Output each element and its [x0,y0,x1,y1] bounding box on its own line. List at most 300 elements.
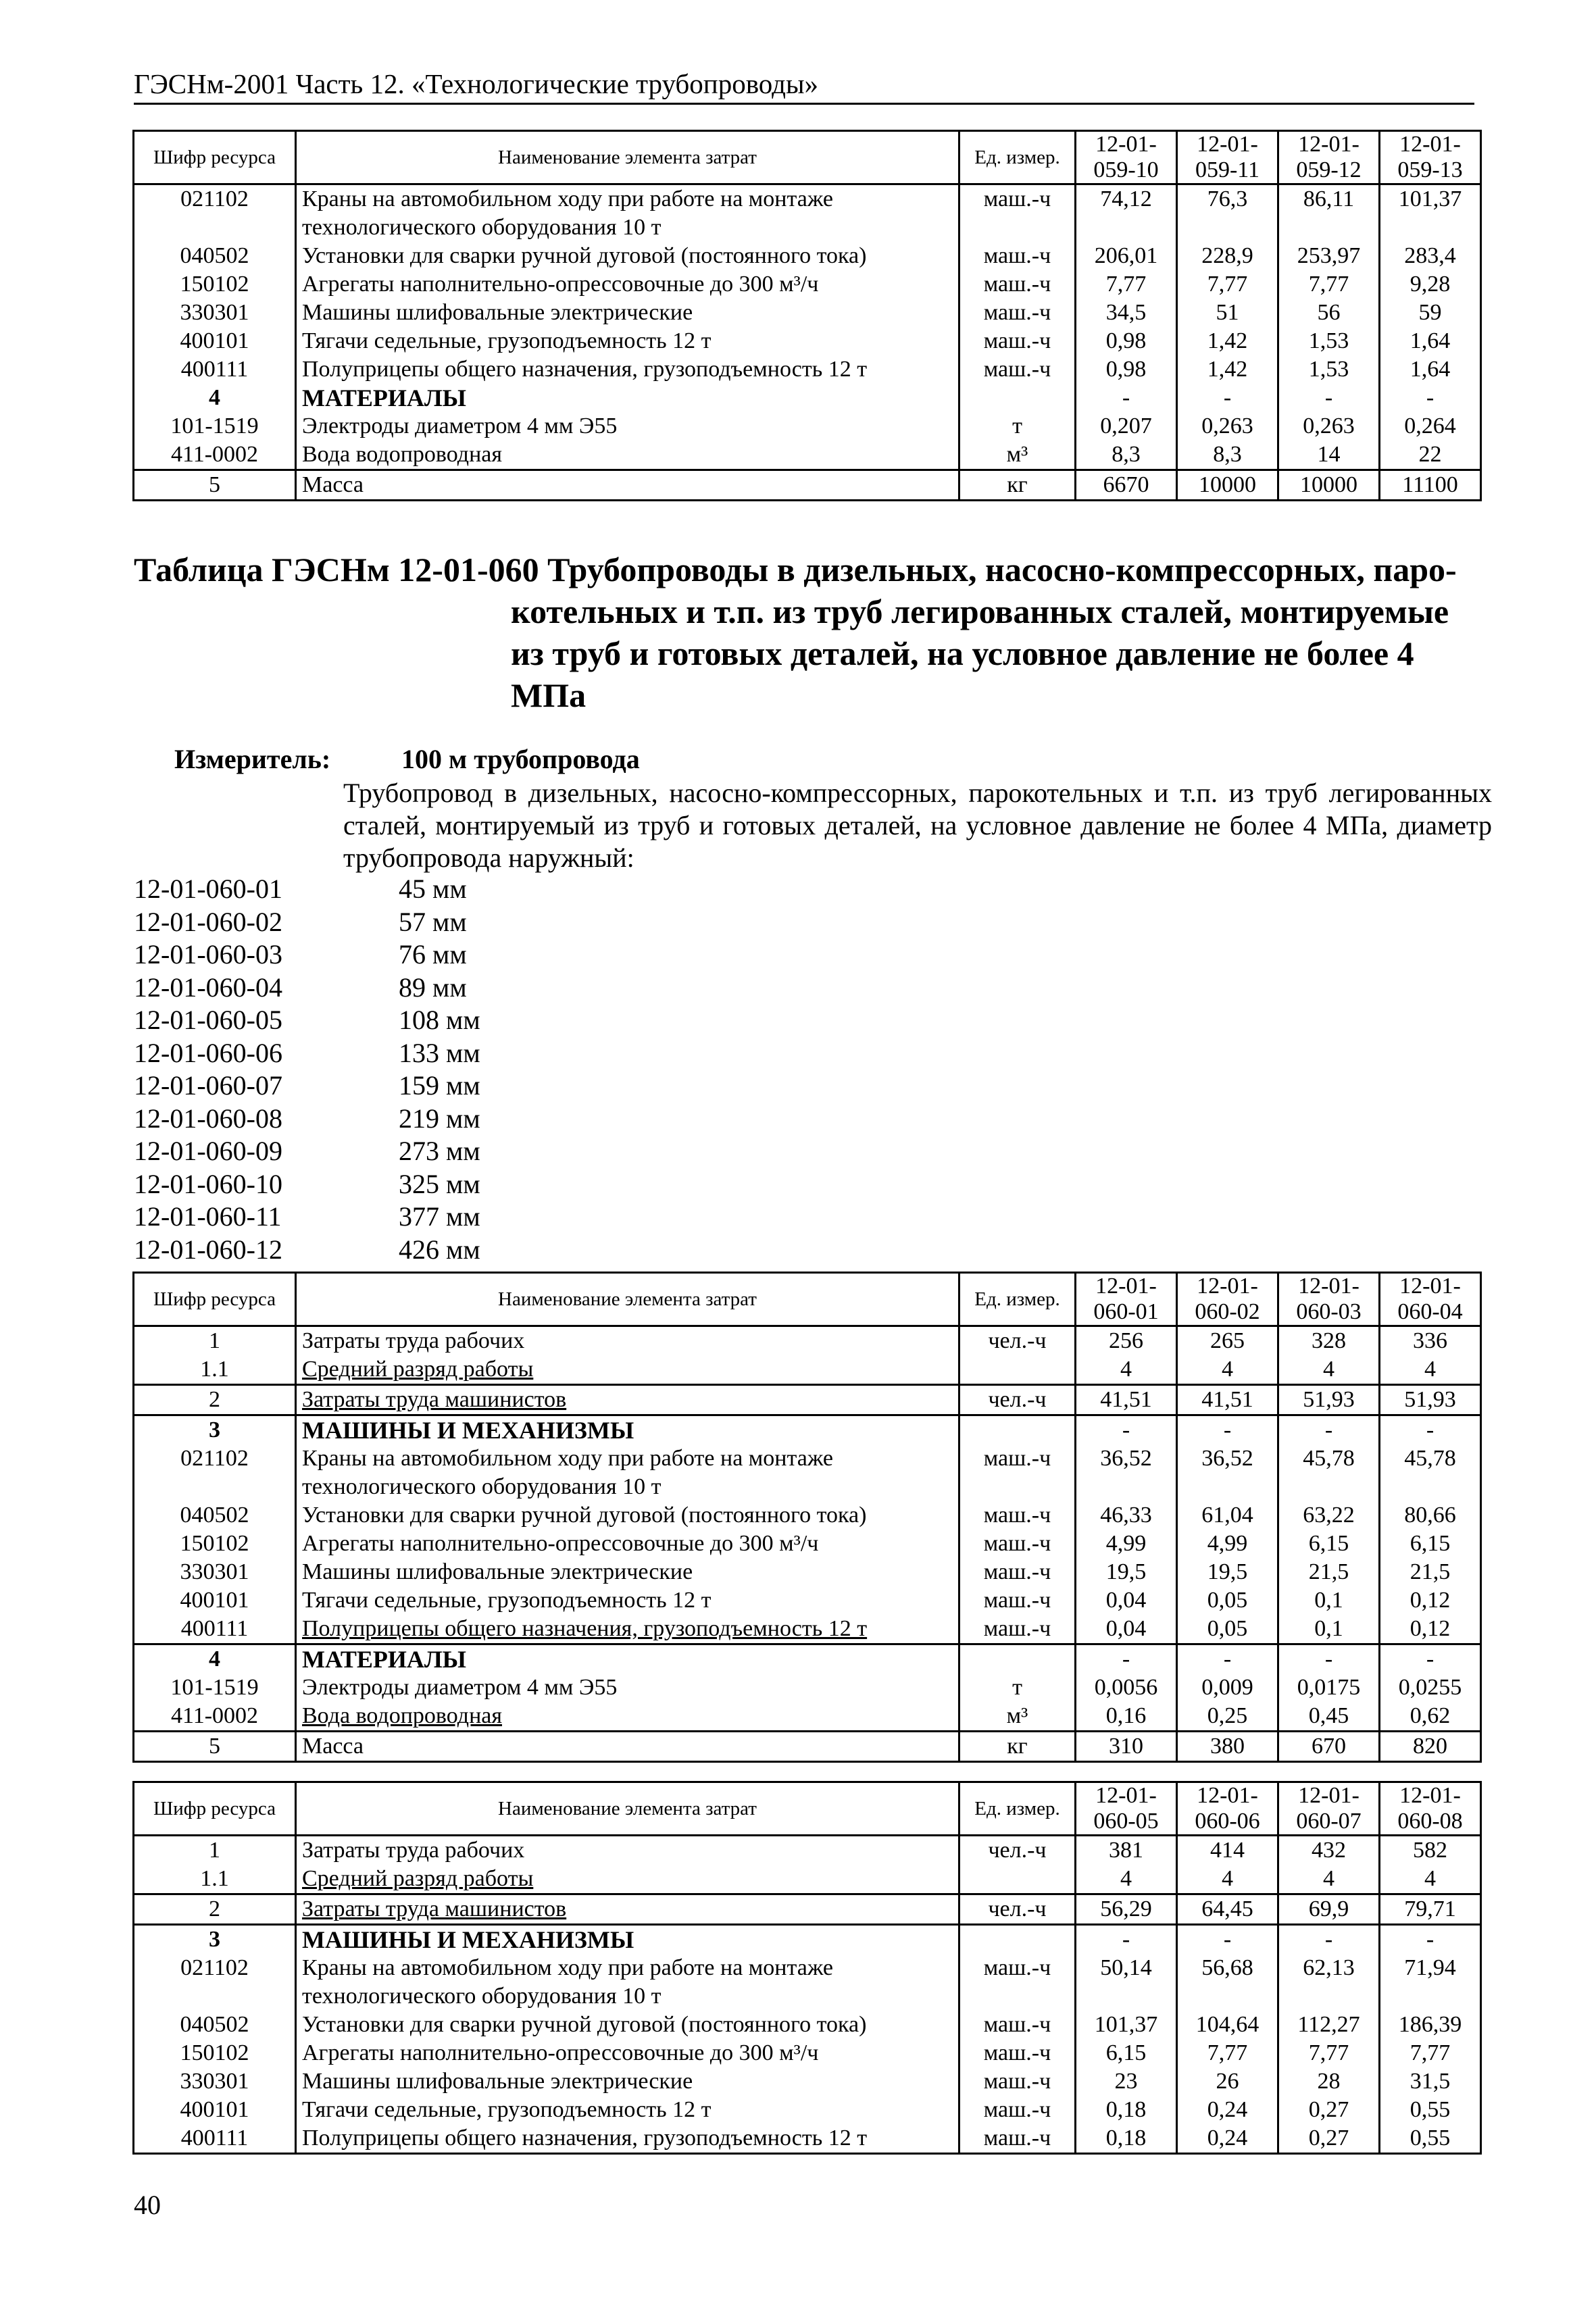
value-cell: 19,5 [1177,1558,1278,1586]
resource-code: 021102 [134,184,296,243]
diameter-code: 12-01-060-08 [134,1103,282,1134]
table-row [134,1702,1481,1732]
table-row [134,1925,1481,1955]
diameter-value: 45 мм [399,874,467,904]
value-cell: - [1076,1415,1177,1445]
value-cell: 4 [1380,1355,1481,1385]
diameter-item [134,1234,809,1267]
diameter-value: 89 мм [399,972,467,1003]
resource-code: 400101 [134,1586,296,1615]
diameter-code: 12-01-060-06 [134,1037,282,1068]
resource-code: 330301 [134,1558,296,1586]
unit-cell: маш.-ч [959,270,1076,299]
cost-element-name: Средний разряд работы [296,1865,959,1894]
value-cell: 0,0255 [1380,1674,1481,1702]
cost-element-name: Машины шлифовальные электрические [296,2067,959,2096]
value-cell: 381 [1076,1836,1177,1865]
table-row [134,2124,1481,2154]
value-cell: 80,66 [1380,1501,1481,1530]
diameter-code: 12-01-060-04 [134,972,282,1003]
cost-element-name: Вода водопроводная [296,1702,959,1732]
header-col-3: 12-01-059-12 [1278,131,1380,184]
value-cell: 4 [1177,1355,1278,1385]
value-cell: 51 [1177,299,1278,327]
cost-table-060-part1 [132,1272,1482,1763]
value-cell: 0,18 [1076,2124,1177,2154]
value-cell: 1,53 [1278,355,1380,384]
value-cell: 336 [1380,1326,1481,1356]
value-cell: 45,78 [1278,1444,1380,1501]
unit-cell: маш.-ч [959,1501,1076,1530]
value-cell: 22 [1380,441,1481,470]
table-row [134,1501,1481,1530]
value-cell: 186,39 [1380,2011,1481,2039]
value-cell: 74,12 [1076,184,1177,243]
value-cell: 1,42 [1177,355,1278,384]
value-cell: - [1278,384,1380,412]
diameter-value: 108 мм [399,1005,480,1035]
resource-code: 040502 [134,2011,296,2039]
table-row [134,355,1481,384]
header-code: Шифр ресурса [134,1782,296,1836]
value-cell: - [1177,1415,1278,1445]
resource-code: 4 [134,384,296,412]
value-cell: 310 [1076,1732,1177,1762]
unit-cell: маш.-ч [959,2124,1076,2154]
value-cell: 7,77 [1177,2039,1278,2067]
diameter-value: 159 мм [399,1070,480,1101]
value-cell: - [1177,1644,1278,1674]
table-row [134,1586,1481,1615]
value-cell: 23 [1076,2067,1177,2096]
value-cell: 10000 [1177,470,1278,501]
value-cell: 19,5 [1076,1558,1177,1586]
header-name: Наименование элемента затрат [296,131,959,184]
value-cell: 228,9 [1177,242,1278,270]
value-cell: 7,77 [1380,2039,1481,2067]
resource-code: 4 [134,1644,296,1674]
value-cell: 4,99 [1177,1530,1278,1558]
value-cell: 21,5 [1278,1558,1380,1586]
value-cell: 36,52 [1076,1444,1177,1501]
diameter-item [134,1103,809,1136]
table-row [134,242,1481,270]
diameter-item [134,1201,809,1234]
unit-cell [959,1925,1076,1955]
diameter-item [134,938,809,972]
table-row [134,1954,1481,2011]
unit-cell: кг [959,1732,1076,1762]
value-cell: 0,264 [1380,412,1481,441]
cost-element-name: МАШИНЫ И МЕХАНИЗМЫ [296,1415,959,1445]
value-cell: 0,12 [1380,1615,1481,1644]
value-cell: - [1278,1415,1380,1445]
resource-code: 1 [134,1836,296,1865]
header-col-2: 12-01-060-06 [1177,1782,1278,1836]
unit-cell: маш.-ч [959,1558,1076,1586]
unit-cell: чел.-ч [959,1894,1076,1925]
value-cell: 0,45 [1278,1702,1380,1732]
unit-cell: маш.-ч [959,2067,1076,2096]
table-row [134,1894,1481,1925]
diameter-value: 426 мм [399,1234,480,1265]
cost-element-name: Тягачи седельные, грузоподъемность 12 т [296,2096,959,2124]
table-row [134,1444,1481,1501]
unit-cell: т [959,1674,1076,1702]
unit-cell: маш.-ч [959,2039,1076,2067]
table-row [134,1530,1481,1558]
value-cell: 45,78 [1380,1444,1481,1501]
diameter-item [134,1037,809,1070]
cost-element-name: Электроды диаметром 4 мм Э55 [296,1674,959,1702]
value-cell: 46,33 [1076,1501,1177,1530]
diameter-code: 12-01-060-02 [134,906,282,937]
unit-cell [959,1644,1076,1674]
value-cell: 0,25 [1177,1702,1278,1732]
cost-element-name: Машины шлифовальные электрические [296,299,959,327]
value-cell: 79,71 [1380,1894,1481,1925]
value-cell: 0,27 [1278,2096,1380,2124]
header-col-3: 12-01-060-07 [1278,1782,1380,1836]
resource-code: 411-0002 [134,1702,296,1732]
header-col-4: 12-01-059-13 [1380,131,1481,184]
value-cell: 0,1 [1278,1615,1380,1644]
table-title-line-4: МПа [511,676,587,714]
table-header-row [134,1273,1481,1326]
value-cell: 104,64 [1177,2011,1278,2039]
value-cell: 6,15 [1076,2039,1177,2067]
cost-element-name: Машины шлифовальные электрические [296,1558,959,1586]
value-cell: 0,24 [1177,2096,1278,2124]
value-cell: 0,18 [1076,2096,1177,2124]
unit-cell: чел.-ч [959,1326,1076,1356]
value-cell: 4 [1177,1865,1278,1894]
value-cell: 256 [1076,1326,1177,1356]
table-row [134,184,1481,243]
unit-cell: маш.-ч [959,2011,1076,2039]
value-cell: - [1076,1644,1177,1674]
table-row [134,1385,1481,1415]
value-cell: 1,64 [1380,355,1481,384]
table-row [134,1732,1481,1762]
resource-code: 330301 [134,299,296,327]
cost-element-name: Агрегаты наполнительно-опрессовочные до 300 м³/ч [296,1530,959,1558]
diameter-code: 12-01-060-01 [134,874,282,904]
value-cell: 0,263 [1278,412,1380,441]
unit-cell: маш.-ч [959,1615,1076,1644]
cost-element-name: Масса [296,1732,959,1762]
value-cell: 28 [1278,2067,1380,2096]
value-cell: 64,45 [1177,1894,1278,1925]
resource-code: 101-1519 [134,412,296,441]
cost-element-name: Затраты труда машинистов [296,1385,959,1415]
value-cell: 10000 [1278,470,1380,501]
table-row [134,1674,1481,1702]
resource-code: 400111 [134,2124,296,2154]
diameter-item [134,1004,809,1037]
value-cell: 0,27 [1278,2124,1380,2154]
value-cell: - [1380,1925,1481,1955]
table-row [134,299,1481,327]
resource-code: 400101 [134,327,296,355]
cost-element-name: Установки для сварки ручной дуговой (постоянного тока) [296,1501,959,1530]
value-cell: 56 [1278,299,1380,327]
value-cell: 820 [1380,1732,1481,1762]
value-cell: 0,24 [1177,2124,1278,2154]
value-cell: 4 [1076,1865,1177,1894]
table-row [134,1644,1481,1674]
value-cell: - [1177,1925,1278,1955]
value-cell: 7,77 [1177,270,1278,299]
value-cell: 0,55 [1380,2124,1481,2154]
cost-element-name: Средний разряд работы [296,1355,959,1385]
cost-element-name: Затраты труда рабочих [296,1836,959,1865]
value-cell: 0,263 [1177,412,1278,441]
value-cell: - [1177,384,1278,412]
value-cell: 0,16 [1076,1702,1177,1732]
diameter-item [134,1168,809,1201]
table-header-row [134,1782,1481,1836]
table-row [134,2067,1481,2096]
value-cell: 414 [1177,1836,1278,1865]
value-cell: 112,27 [1278,2011,1380,2039]
diameter-list [134,873,809,1266]
resource-code: 021102 [134,1954,296,2011]
unit-cell: маш.-ч [959,184,1076,243]
diameter-value: 133 мм [399,1037,480,1068]
resource-code: 411-0002 [134,441,296,470]
table-row [134,470,1481,501]
table-row [134,327,1481,355]
table-row [134,1355,1481,1385]
header-rule [134,103,1474,105]
header-col-3: 12-01-060-03 [1278,1273,1380,1326]
resource-code: 150102 [134,270,296,299]
cost-element-name: Агрегаты наполнительно-опрессовочные до 300 м³/ч [296,2039,959,2067]
resource-code: 400111 [134,355,296,384]
value-cell: 34,5 [1076,299,1177,327]
diameter-code: 12-01-060-11 [134,1201,282,1232]
table-row [134,2011,1481,2039]
value-cell: 6,15 [1380,1530,1481,1558]
resource-code: 2 [134,1385,296,1415]
value-cell: 380 [1177,1732,1278,1762]
diameter-value: 377 мм [399,1201,480,1232]
diameter-item [134,906,809,939]
value-cell: 14 [1278,441,1380,470]
unit-cell: чел.-ч [959,1836,1076,1865]
diameter-item [134,972,809,1005]
value-cell: 283,4 [1380,242,1481,270]
value-cell: - [1278,1644,1380,1674]
value-cell: 1,42 [1177,327,1278,355]
diameter-code: 12-01-060-05 [134,1005,282,1035]
resource-code: 400101 [134,2096,296,2124]
header-unit: Ед. измер. [959,1273,1076,1326]
table-row [134,1865,1481,1894]
diameter-item [134,1135,809,1168]
value-cell: 41,51 [1076,1385,1177,1415]
value-cell: 6,15 [1278,1530,1380,1558]
cost-table-060-part2 [132,1781,1482,2155]
header-col-2: 12-01-060-02 [1177,1273,1278,1326]
diameter-item [134,1070,809,1103]
diameter-value: 219 мм [399,1103,480,1134]
resource-code: 5 [134,470,296,501]
value-cell: 101,37 [1380,184,1481,243]
page-number: 40 [134,2190,161,2220]
diameter-item [134,873,809,906]
resource-code: 021102 [134,1444,296,1501]
diameter-code: 12-01-060-12 [134,1234,282,1265]
header-unit: Ед. измер. [959,131,1076,184]
value-cell: 328 [1278,1326,1380,1356]
table-row [134,2096,1481,2124]
unit-cell: маш.-ч [959,1954,1076,2011]
value-cell: - [1076,1925,1177,1955]
value-cell: 76,3 [1177,184,1278,243]
resource-code: 1 [134,1326,296,1356]
unit-cell: м³ [959,1702,1076,1732]
value-cell: 582 [1380,1836,1481,1865]
value-cell: 0,55 [1380,2096,1481,2124]
value-cell: 31,5 [1380,2067,1481,2096]
value-cell: - [1076,384,1177,412]
value-cell: - [1380,384,1481,412]
cost-element-name: Вода водопроводная [296,441,959,470]
resource-code: 3 [134,1415,296,1445]
resource-code: 5 [134,1732,296,1762]
value-cell: 62,13 [1278,1954,1380,2011]
value-cell: 0,05 [1177,1586,1278,1615]
value-cell: 0,12 [1380,1586,1481,1615]
value-cell: 8,3 [1076,441,1177,470]
header-col-1: 12-01-060-05 [1076,1782,1177,1836]
diameter-value: 57 мм [399,906,467,937]
value-cell: 7,77 [1278,2039,1380,2067]
unit-cell: маш.-ч [959,355,1076,384]
value-cell: - [1380,1644,1481,1674]
value-cell: 4,99 [1076,1530,1177,1558]
header-unit: Ед. измер. [959,1782,1076,1836]
resource-code: 040502 [134,1501,296,1530]
cost-element-name: Краны на автомобильном ходу при работе на монтаже технологического оборудования 10 т [296,1444,959,1501]
value-cell: 0,1 [1278,1586,1380,1615]
value-cell: 0,207 [1076,412,1177,441]
value-cell: 9,28 [1380,270,1481,299]
unit-cell [959,1865,1076,1894]
cost-element-name: Установки для сварки ручной дуговой (постоянного тока) [296,242,959,270]
value-cell: 56,29 [1076,1894,1177,1925]
cost-element-name: Краны на автомобильном ходу при работе на монтаже технологического оборудования 10 т [296,184,959,243]
value-cell: 4 [1278,1865,1380,1894]
table-header-row [134,131,1481,184]
value-cell: 41,51 [1177,1385,1278,1415]
value-cell: 0,05 [1177,1615,1278,1644]
cost-element-name: МАТЕРИАЛЫ [296,1644,959,1674]
table-row [134,384,1481,412]
diameter-code: 12-01-060-09 [134,1136,282,1166]
resource-code: 330301 [134,2067,296,2096]
diameter-code: 12-01-060-10 [134,1168,282,1199]
value-cell: 253,97 [1278,242,1380,270]
measure-label: Измеритель: [174,744,331,774]
resource-code: 1.1 [134,1355,296,1385]
value-cell: 206,01 [1076,242,1177,270]
cost-element-name: Масса [296,470,959,501]
header-col-1: 12-01-059-10 [1076,131,1177,184]
value-cell: 1,53 [1278,327,1380,355]
unit-cell [959,1355,1076,1385]
value-cell: 59 [1380,299,1481,327]
value-cell: 11100 [1380,470,1481,501]
value-cell: 101,37 [1076,2011,1177,2039]
unit-cell: кг [959,470,1076,501]
unit-cell: маш.-ч [959,327,1076,355]
value-cell: 432 [1278,1836,1380,1865]
unit-cell: т [959,412,1076,441]
table-row [134,2039,1481,2067]
cost-element-name: Тягачи седельные, грузоподъемность 12 т [296,327,959,355]
diameter-value: 76 мм [399,939,467,970]
unit-cell: маш.-ч [959,2096,1076,2124]
cost-element-name: Затраты труда машинистов [296,1894,959,1925]
value-cell: 265 [1177,1326,1278,1356]
value-cell: - [1278,1925,1380,1955]
description-text: Трубопровод в дизельных, насосно-компрессорных, парокотельных и т.п. из труб легированных сталей, монтируемый из труб и готовых деталей, на условное давление не более 4 МПа, диаметр трубопровода наружный: [343,778,1492,873]
value-cell: 61,04 [1177,1501,1278,1530]
value-cell: 51,93 [1278,1385,1380,1415]
table-title-line-1: Таблица ГЭСНм 12-01-060 Трубопроводы в дизельных, насосно-компрессорных, паро- [134,551,1457,588]
value-cell: 86,11 [1278,184,1380,243]
unit-cell: маш.-ч [959,299,1076,327]
value-cell: 63,22 [1278,1501,1380,1530]
header-col-4: 12-01-060-04 [1380,1273,1481,1326]
unit-cell: маш.-ч [959,1586,1076,1615]
table-row [134,1558,1481,1586]
unit-cell [959,1415,1076,1445]
value-cell: 56,68 [1177,1954,1278,2011]
table-title-line-2: котельных и т.п. из труб легированных сталей, монтируемые [511,593,1449,630]
cost-element-name: Полуприцепы общего назначения, грузоподъемность 12 т [296,2124,959,2154]
value-cell: 71,94 [1380,1954,1481,2011]
diameter-code: 12-01-060-07 [134,1070,282,1101]
value-cell: 0,98 [1076,355,1177,384]
cost-element-name: МАТЕРИАЛЫ [296,384,959,412]
header-col-4: 12-01-060-08 [1380,1782,1481,1836]
value-cell: 0,62 [1380,1702,1481,1732]
diameter-code: 12-01-060-03 [134,939,282,970]
table-row [134,412,1481,441]
value-cell: 36,52 [1177,1444,1278,1501]
value-cell: 4 [1076,1355,1177,1385]
diameter-value: 273 мм [399,1136,480,1166]
table-title-line-3: из труб и готовых деталей, на условное давление не более 4 [511,634,1414,672]
value-cell: 4 [1278,1355,1380,1385]
unit-cell: м³ [959,441,1076,470]
value-cell: 1,64 [1380,327,1481,355]
cost-element-name: Полуприцепы общего назначения, грузоподъемность 12 т [296,355,959,384]
value-cell: 0,98 [1076,327,1177,355]
unit-cell: маш.-ч [959,1530,1076,1558]
diameter-value: 325 мм [399,1168,480,1199]
unit-cell [959,384,1076,412]
measure-value: 100 м трубопровода [401,744,640,774]
resource-code: 101-1519 [134,1674,296,1702]
value-cell: 0,009 [1177,1674,1278,1702]
value-cell: 26 [1177,2067,1278,2096]
value-cell: 7,77 [1278,270,1380,299]
